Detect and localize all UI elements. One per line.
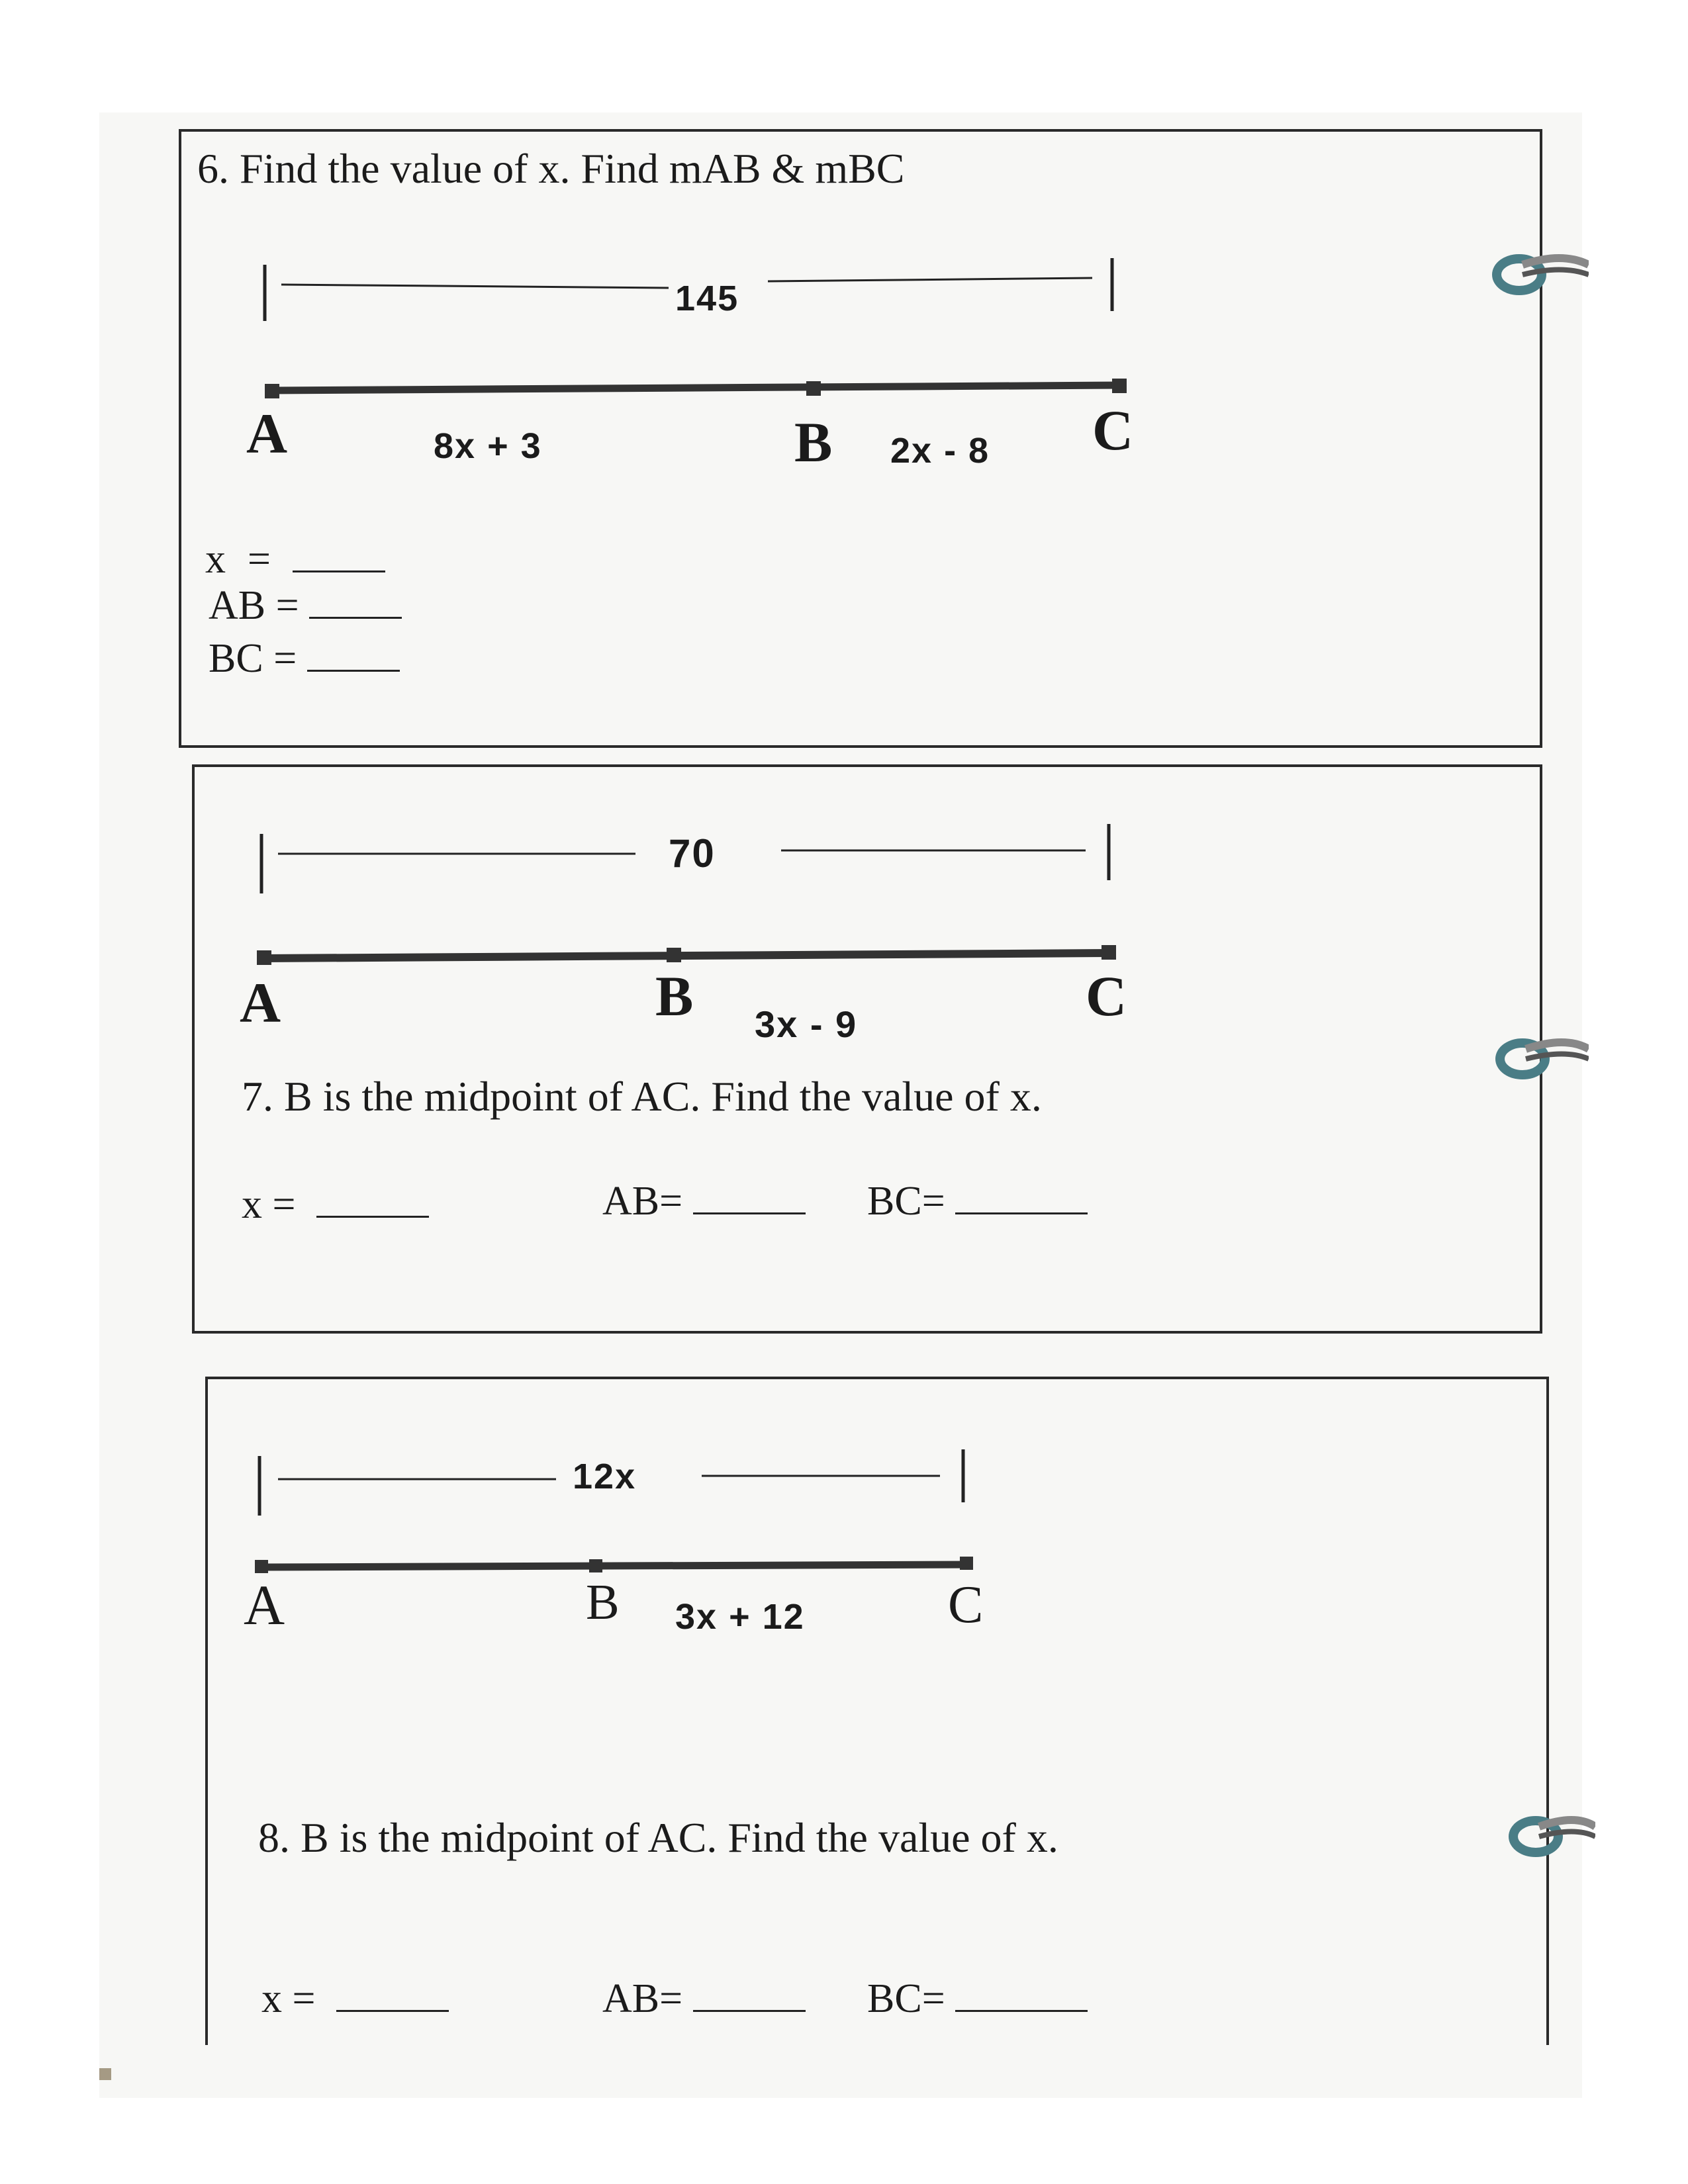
problem-6-point-c: C: [1092, 398, 1134, 462]
problem-8-x-answer: x =: [261, 1976, 449, 2023]
problem-8-point-c: C: [948, 1576, 984, 1634]
problem-6-segment: [265, 379, 1127, 398]
problem-6-title: 6. Find the value of x. Find mAB & mBC: [197, 145, 905, 192]
problem-8-point-a: A: [244, 1573, 285, 1637]
problem-7-prompt: 7. B is the midpoint of AC. Find the value of x.: [242, 1073, 1042, 1120]
problem-8-total-length: 12x: [573, 1457, 637, 1496]
problem-8-prompt: 8. B is the midpoint of AC. Find the value of x.: [258, 1814, 1058, 1861]
problem-6-total-length: 145: [675, 279, 739, 318]
x-blank[interactable]: [336, 2005, 449, 2012]
problem-7-bc-answer: BC=: [867, 1178, 1088, 1225]
problem-6-ab-answer: AB =: [209, 582, 402, 629]
x-blank[interactable]: [316, 1210, 429, 1218]
ab-blank[interactable]: [693, 1207, 806, 1214]
problem-7-x-answer: x =: [242, 1181, 429, 1228]
problem-7-point-c: C: [1086, 964, 1127, 1028]
problem-6-ab-expression: 8x + 3: [434, 426, 542, 466]
problem-8-ab-answer: AB=: [602, 1976, 806, 2023]
problem-7-segment: [257, 945, 1116, 965]
problem-6-bc-expression: 2x - 8: [890, 431, 990, 471]
problem-7-point-b: B: [655, 964, 694, 1028]
x-blank[interactable]: [293, 565, 385, 572]
problem-8-bc-expression: 3x + 12: [675, 1597, 805, 1637]
problem-7-ab-answer: AB=: [602, 1178, 806, 1225]
binder-ring-icon: [1483, 238, 1589, 311]
problem-6-bc-answer: BC =: [209, 635, 400, 682]
problem-7-total-length: 70: [669, 831, 716, 876]
problem-6-x-answer: x =: [205, 536, 385, 583]
scan-edge-mark: [99, 2068, 111, 2080]
problem-6-point-b: B: [794, 410, 833, 474]
ab-blank[interactable]: [693, 2005, 806, 2012]
bc-blank[interactable]: [955, 2005, 1088, 2012]
ab-blank[interactable]: [309, 612, 402, 619]
bc-blank[interactable]: [955, 1207, 1088, 1214]
binder-ring-icon: [1503, 1800, 1595, 1873]
binder-ring-icon: [1489, 1023, 1589, 1095]
problem-7-bc-expression: 3x - 9: [755, 1003, 858, 1045]
problem-8-segment: [255, 1557, 973, 1573]
bc-blank[interactable]: [307, 664, 400, 672]
problem-8-bc-answer: BC=: [867, 1976, 1088, 2023]
problem-8-point-b: B: [586, 1574, 620, 1630]
problem-6-point-a: A: [246, 402, 288, 465]
problem-7-point-a: A: [240, 971, 281, 1034]
